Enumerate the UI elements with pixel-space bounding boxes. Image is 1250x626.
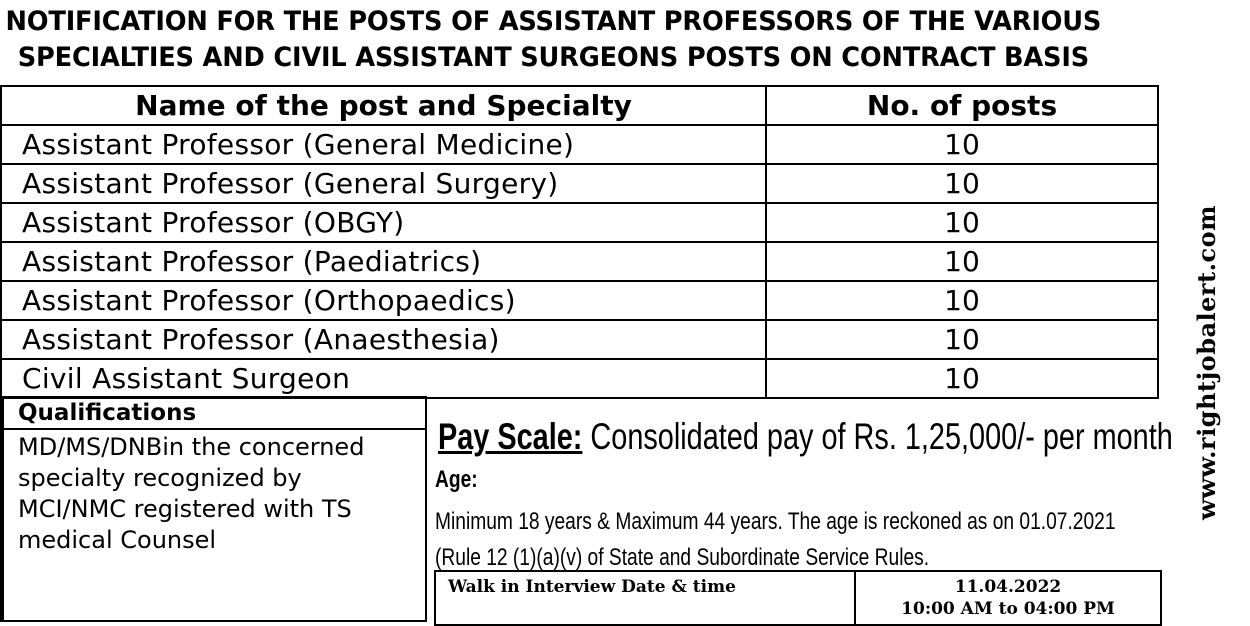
heading-line-2: SPECIALTIES AND CIVIL ASSISTANT SURGEONS POSTS ON CONTRACT BASIS	[17, 42, 1089, 73]
post-count: 10	[766, 359, 1158, 398]
site-watermark: www.rightjobalert.com	[1192, 204, 1221, 520]
post-count: 10	[766, 320, 1158, 359]
header-post-count: No. of posts	[766, 86, 1158, 125]
post-count: 10	[766, 281, 1158, 320]
pay-scale-label: Pay Scale:	[438, 416, 583, 457]
post-name: Assistant Professor (OBGY)	[1, 203, 766, 242]
walk-in-time: 10:00 AM to 04:00 PM	[901, 599, 1115, 619]
age-text: Minimum 18 years & Maximum 44 years. The age is reckoned as on 01.07.2021 (Rule 12 (1)(a)(v) of State and Subordinate Service Rules.	[435, 508, 1116, 571]
notification-heading	[0, 4, 1107, 76]
qualifications-box	[0, 396, 427, 622]
pay-scale-text: Consolidated pay of Rs. 1,25,000/- per month	[590, 416, 1173, 457]
post-count: 10	[766, 125, 1158, 164]
posts-table-header	[1, 86, 1158, 125]
age-label: Age:	[435, 466, 478, 493]
table-row	[1, 320, 1158, 359]
table-row	[1, 164, 1158, 203]
post-name: Assistant Professor (General Surgery)	[1, 164, 766, 203]
post-count: 10	[766, 203, 1158, 242]
table-row	[1, 281, 1158, 320]
posts-table	[0, 85, 1159, 399]
post-name: Assistant Professor (Paediatrics)	[1, 242, 766, 281]
post-name: Assistant Professor (General Medicine)	[1, 125, 766, 164]
qualifications-text: MD/MS/DNBin the concerned specialty recognized by MCI/NMC registered with TS medical Counsel	[18, 433, 365, 554]
table-row	[1, 359, 1158, 398]
table-row	[1, 242, 1158, 281]
walk-in-date: 11.04.2022	[954, 577, 1062, 597]
table-row	[1, 203, 1158, 242]
walk-in-table	[434, 570, 1162, 626]
header-post-name: Name of the post and Specialty	[1, 86, 766, 125]
pay-scale	[438, 412, 1173, 462]
walk-in-label: Walk in Interview Date & time	[435, 571, 855, 625]
heading-line-1: NOTIFICATION FOR THE POSTS OF ASSISTANT PROFESSORS OF THE VARIOUS	[5, 6, 1102, 37]
table-row	[1, 125, 1158, 164]
post-name: Assistant Professor (Anaesthesia)	[1, 320, 766, 359]
walk-in-row	[435, 571, 1161, 625]
post-name: Assistant Professor (Orthopaedics)	[1, 281, 766, 320]
post-name: Civil Assistant Surgeon	[1, 359, 766, 398]
walk-in-value	[855, 571, 1161, 625]
post-count: 10	[766, 242, 1158, 281]
post-count: 10	[766, 164, 1158, 203]
qualifications-title: Qualifications	[4, 398, 425, 430]
